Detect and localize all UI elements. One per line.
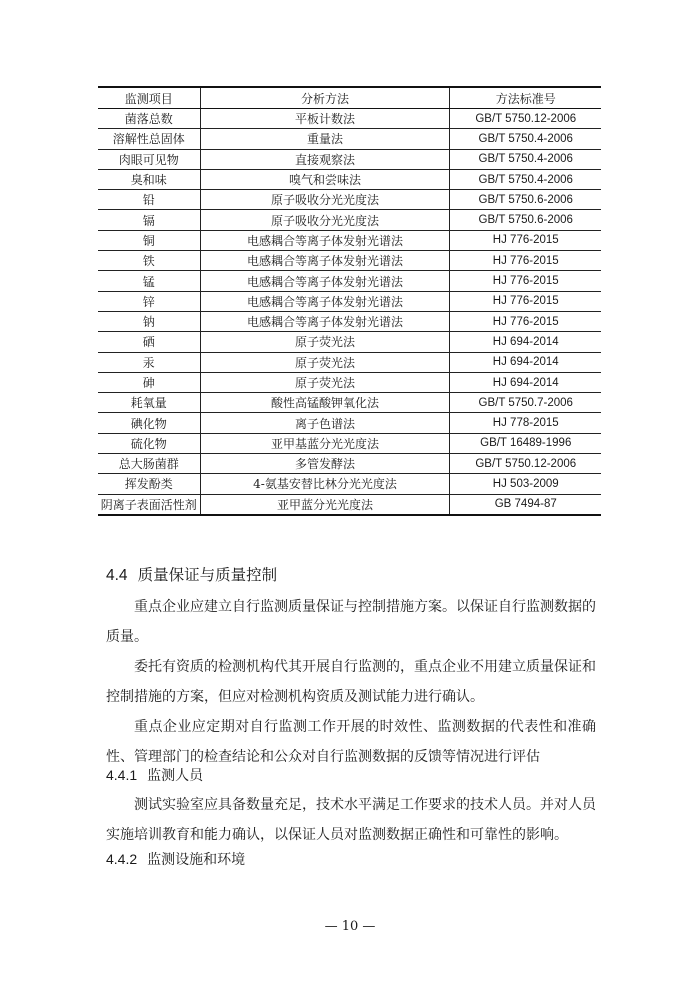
header-analysis-method: 分析方法	[200, 87, 450, 109]
cell-analysis-method: 离子色谱法	[200, 413, 450, 433]
cell-monitoring-item: 钠	[98, 311, 200, 331]
section-title: 质量保证与质量控制	[137, 567, 278, 584]
table-row	[98, 129, 601, 149]
cell-monitoring-item: 总大肠菌群	[98, 454, 200, 474]
cell-analysis-method: 原子荧光法	[200, 332, 450, 352]
cell-monitoring-item: 镉	[98, 210, 200, 230]
cell-analysis-method: 平板计数法	[200, 109, 450, 129]
section-title: 监测人员	[147, 767, 204, 783]
monitoring-methods-table	[98, 86, 601, 516]
table-row	[98, 474, 601, 494]
cell-monitoring-item: 汞	[98, 352, 200, 372]
cell-monitoring-item: 锰	[98, 271, 200, 291]
section-4-4-1-heading	[106, 765, 203, 785]
cell-monitoring-item: 菌落总数	[98, 109, 200, 129]
table-row	[98, 352, 601, 372]
cell-monitoring-item: 硒	[98, 332, 200, 352]
paragraph: 测试实验室应具备数量充足，技术水平满足工作要求的技术人员。并对人员实施培训教育和能力确认，以保证人员对监测数据正确性和可靠性的影响。	[106, 797, 596, 843]
paragraph: 委托有资质的检测机构代其开展自行监测的，重点企业不用建立质量保证和控制措施的方案，但应对检测机构资质及测试能力进行确认。	[106, 659, 596, 705]
cell-analysis-method: 直接观察法	[200, 149, 450, 169]
cell-monitoring-item: 阴离子表面活性剂	[98, 494, 200, 515]
cell-analysis-method: 电感耦合等离子体发射光谱法	[200, 271, 450, 291]
cell-standard-number: HJ 503-2009	[450, 474, 601, 494]
cell-standard-number: GB 7494-87	[450, 494, 601, 515]
cell-analysis-method: 重量法	[200, 129, 450, 149]
cell-standard-number: GB/T 5750.6-2006	[450, 190, 601, 210]
section-title: 监测设施和环境	[147, 851, 246, 867]
cell-monitoring-item: 铁	[98, 251, 200, 271]
cell-monitoring-item: 铅	[98, 190, 200, 210]
cell-analysis-method: 电感耦合等离子体发射光谱法	[200, 311, 450, 331]
table-row	[98, 190, 601, 210]
table-row	[98, 433, 601, 453]
cell-standard-number: GB/T 5750.4-2006	[450, 169, 601, 189]
cell-standard-number: GB/T 5750.12-2006	[450, 454, 601, 474]
table-row	[98, 109, 601, 129]
table-row	[98, 393, 601, 413]
section-4-4-heading	[106, 563, 277, 585]
cell-monitoring-item: 臭和味	[98, 169, 200, 189]
cell-standard-number: GB/T 5750.6-2006	[450, 210, 601, 230]
cell-analysis-method: 原子荧光法	[200, 352, 450, 372]
cell-analysis-method: 原子吸收分光光度法	[200, 190, 450, 210]
cell-monitoring-item: 耗氧量	[98, 393, 200, 413]
table-row	[98, 332, 601, 352]
cell-standard-number: GB/T 16489-1996	[450, 433, 601, 453]
table-row	[98, 372, 601, 392]
cell-analysis-method: 电感耦合等离子体发射光谱法	[200, 251, 450, 271]
cell-monitoring-item: 硫化物	[98, 433, 200, 453]
cell-standard-number: HJ 694-2014	[450, 352, 601, 372]
cell-standard-number: HJ 776-2015	[450, 311, 601, 331]
cell-monitoring-item: 铜	[98, 230, 200, 250]
cell-analysis-method: 原子吸收分光光度法	[200, 210, 450, 230]
table-row	[98, 210, 601, 230]
table-row	[98, 494, 601, 515]
table-row	[98, 230, 601, 250]
header-monitoring-item: 监测项目	[98, 87, 200, 109]
table-row	[98, 251, 601, 271]
cell-standard-number: GB/T 5750.12-2006	[450, 109, 601, 129]
table-row	[98, 169, 601, 189]
table-row	[98, 311, 601, 331]
cell-monitoring-item: 溶解性总固体	[98, 129, 200, 149]
cell-standard-number: HJ 776-2015	[450, 291, 601, 311]
paragraph: 重点企业应定期对自行监测工作开展的时效性、监测数据的代表性和准确性、管理部门的检查结论和公众对自行监测数据的反馈等情况进行评估	[106, 719, 596, 765]
cell-monitoring-item: 挥发酚类	[98, 474, 200, 494]
cell-standard-number: GB/T 5750.4-2006	[450, 149, 601, 169]
table-body	[98, 109, 601, 515]
cell-analysis-method: 多管发酵法	[200, 454, 450, 474]
page-number: — 10 —	[324, 919, 376, 934]
table-row	[98, 413, 601, 433]
table-row	[98, 291, 601, 311]
cell-monitoring-item: 锌	[98, 291, 200, 311]
cell-analysis-method: 4-氨基安替比林分光光度法	[200, 474, 450, 494]
table-row	[98, 271, 601, 291]
section-number: 4.4	[106, 567, 128, 584]
cell-standard-number: HJ 776-2015	[450, 251, 601, 271]
cell-standard-number: HJ 694-2014	[450, 332, 601, 352]
cell-analysis-method: 电感耦合等离子体发射光谱法	[200, 291, 450, 311]
cell-monitoring-item: 砷	[98, 372, 200, 392]
cell-standard-number: HJ 776-2015	[450, 230, 601, 250]
paragraph: 重点企业应建立自行监测质量保证与控制措施方案。以保证自行监测数据的质量。	[106, 599, 596, 645]
cell-standard-number: HJ 694-2014	[450, 372, 601, 392]
header-standard-number: 方法标准号	[450, 87, 601, 109]
cell-standard-number: GB/T 5750.4-2006	[450, 129, 601, 149]
cell-monitoring-item: 碘化物	[98, 413, 200, 433]
cell-standard-number: HJ 778-2015	[450, 413, 601, 433]
section-number: 4.4.1	[106, 767, 138, 783]
cell-analysis-method: 原子荧光法	[200, 372, 450, 392]
cell-analysis-method: 电感耦合等离子体发射光谱法	[200, 230, 450, 250]
cell-analysis-method: 酸性高锰酸钾氧化法	[200, 393, 450, 413]
cell-standard-number: GB/T 5750.7-2006	[450, 393, 601, 413]
cell-analysis-method: 亚甲蓝分光光度法	[200, 494, 450, 515]
cell-standard-number: HJ 776-2015	[450, 271, 601, 291]
table-header-row	[98, 87, 601, 109]
table-row	[98, 454, 601, 474]
cell-monitoring-item: 肉眼可见物	[98, 149, 200, 169]
section-number: 4.4.2	[106, 851, 138, 867]
cell-analysis-method: 亚甲基蓝分光光度法	[200, 433, 450, 453]
section-4-4-2-heading	[106, 849, 245, 869]
table-row	[98, 149, 601, 169]
cell-analysis-method: 嗅气和尝味法	[200, 169, 450, 189]
